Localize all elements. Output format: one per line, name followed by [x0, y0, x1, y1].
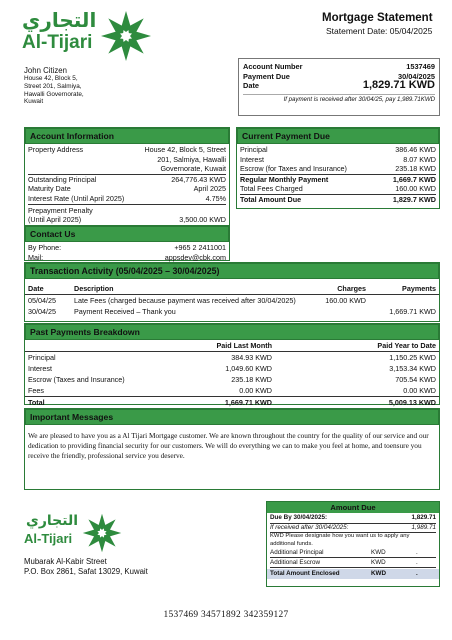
total-enclosed-input[interactable]: . [416, 570, 418, 577]
col-charges: Charges [337, 284, 366, 293]
additional-escrow-input[interactable]: . [416, 559, 418, 566]
payment-row [240, 195, 436, 205]
phone-value[interactable]: +965 2 2411001 [174, 243, 226, 252]
additional-escrow-label: Additional Escrow [270, 559, 321, 566]
table-row [25, 385, 439, 397]
maturity-date-label: Maturity Date [28, 184, 71, 194]
mail-label: Mail: [28, 252, 44, 262]
table-row [25, 363, 439, 374]
total-enclosed-label: Total Amount Enclosed [270, 570, 340, 577]
footer-pobox: P.O. Box 2861, Safat 13029, Kuwait [24, 567, 148, 576]
col-description: Description [74, 284, 114, 293]
statement-title: Mortgage Statement [322, 12, 433, 24]
payment-row-value: 235.18 KWD [395, 164, 436, 174]
payment-row-value: 1,829.7 KWD [392, 194, 436, 204]
pp-ytd: 5,009.13 KWD [388, 398, 436, 407]
tx-charges [313, 306, 369, 317]
transactions-title: Transaction Activity (05/04/2025 – 30/04/2025) [25, 263, 439, 279]
late-value: 1,989.71 [411, 523, 436, 531]
payment-row-value: 8.07 KWD [403, 154, 436, 164]
pp-label: Escrow (Taxes and Insurance) [28, 375, 125, 384]
pp-last-month: 1,669.71 KWD [224, 398, 272, 407]
payment-row-label: Escrow (for Taxes and Insurance) [240, 164, 347, 174]
outstanding-principal-label: Outstanding Principal [28, 174, 97, 184]
statement-date: Statement Date: 05/04/2025 [326, 26, 433, 36]
address-line: Street 201, Salmiya, [24, 82, 82, 90]
amount-due-title: Amount Due [267, 502, 439, 513]
property-address-line: House 42, Block 5, Street [144, 145, 226, 154]
brand-logo [22, 8, 162, 58]
tx-payments [369, 295, 439, 307]
additional-principal-input[interactable]: . [416, 549, 418, 556]
account-number-label: Account Number [243, 62, 303, 71]
payment-due-value: 30/04/2025 [398, 71, 435, 81]
tx-charges: 160.00 KWD [325, 296, 366, 305]
brand-arabic: التجاري [26, 513, 79, 529]
pp-ytd: 3,153.34 KWD [389, 364, 436, 373]
pp-ytd: 0.00 KWD [403, 386, 436, 395]
payment-row-label: Principal [240, 145, 268, 154]
col-paid-last-month: Paid Last Month [216, 341, 272, 350]
payment-row [240, 145, 436, 155]
address-line: Kuwait [24, 98, 44, 106]
payment-row-value: 1,669.7 KWD [392, 174, 436, 184]
amount-due-value: 1,829.71 KWD [362, 79, 435, 92]
col-date: Date [28, 284, 44, 293]
outstanding-principal-value: 264,776.43 KWD [171, 174, 226, 184]
past-payments-title: Past Payments Breakdown [25, 324, 439, 340]
property-address-line: 201, Salmiya, Hawalli [157, 154, 226, 164]
payment-row-label: Interest [240, 154, 264, 164]
micr-code-line: 1537469 34571892 342359127 [163, 610, 289, 620]
coupon-note: KWD Please designate how you want us to apply any additional funds. [270, 533, 410, 547]
pp-ytd: 705.54 KWD [395, 375, 436, 384]
payment-row [240, 184, 436, 195]
amount-due-coupon [266, 501, 440, 587]
footer-street: Mubarak Al-Kabir Street [24, 557, 107, 566]
messages-title: Important Messages [25, 409, 439, 425]
maturity-date-value: April 2025 [193, 184, 226, 194]
pp-label: Principal [28, 353, 56, 362]
interest-rate-label: Interest Rate (Until April 2025) [28, 193, 125, 203]
account-number-value: 1537469 [406, 62, 435, 71]
brand-latin: Al-Tijari [22, 32, 93, 53]
past-payments-panel [24, 323, 440, 405]
table-row [25, 397, 439, 409]
messages-panel [24, 408, 440, 490]
pp-label: Total [28, 398, 45, 407]
payment-row-value: 160.00 KWD [395, 184, 436, 194]
customer-name: John Citizen [24, 66, 67, 75]
payment-row-label: Regular Monthly Payment [240, 174, 329, 184]
phone-label: By Phone: [28, 243, 62, 252]
current-payment-title: Current Payment Due [237, 128, 439, 144]
due-by-label: Due By 30/04/2025: [270, 514, 328, 521]
late-label: If received after 30/04/2025: [270, 523, 349, 531]
pp-last-month: 235.18 KWD [231, 375, 272, 384]
additional-principal-label: Additional Principal [270, 549, 324, 556]
pp-label: Fees [28, 386, 44, 395]
brand-arabic: التجاري [22, 8, 97, 32]
payment-row [240, 155, 436, 165]
table-row [25, 352, 439, 364]
brand-latin: Al-Tijari [24, 531, 73, 546]
mail-value[interactable]: appsdev@cbk.com [164, 252, 226, 262]
prepayment-period: (Until April 2025) [28, 215, 82, 225]
payment-row-value: 386.46 KWD [395, 145, 436, 154]
due-by-value: 1,829.71 [411, 514, 436, 521]
date-label: Date [243, 81, 260, 91]
col-paid-ytd: Paid Year to Date [377, 341, 436, 350]
prepayment-penalty-label: Prepayment Penalty [28, 205, 93, 215]
currency-label: KWD [371, 570, 387, 577]
star-logo-icon [100, 10, 152, 62]
address-line: House 42, Block 5, [24, 75, 78, 82]
currency-label: KWD [371, 559, 386, 566]
pp-last-month: 0.00 KWD [239, 386, 272, 395]
address-line: Hawalli Governorate, [24, 90, 84, 98]
transactions-panel [24, 262, 440, 322]
property-address-line: Governorate, Kuwait [160, 164, 226, 174]
table-row [25, 295, 439, 307]
pp-last-month: 384.93 KWD [231, 353, 272, 362]
pp-ytd: 1,150.25 KWD [389, 353, 436, 362]
currency-label: KWD [371, 549, 386, 556]
property-address-label: Property Address [28, 145, 84, 154]
payment-row [240, 164, 436, 175]
pp-label: Interest [28, 364, 52, 373]
payment-row-label: Total Amount Due [240, 194, 302, 204]
contact-title: Contact Us [25, 226, 229, 242]
footer-logo [24, 513, 144, 553]
summary-box [238, 58, 440, 116]
payment-row-label: Total Fees Charged [240, 184, 303, 194]
current-payment-panel [236, 127, 440, 209]
col-payments: Payments [402, 284, 436, 293]
tx-description: Payment Received – Thank you [74, 307, 176, 316]
prepayment-penalty-value: 3,500.00 KWD [179, 215, 226, 225]
customer-address [24, 66, 144, 106]
account-info-title: Account Information [25, 128, 229, 144]
account-info-panel [24, 127, 230, 226]
table-row [25, 374, 439, 385]
payment-due-label: Payment Due [243, 71, 290, 81]
tx-date: 05/04/25 [28, 296, 56, 305]
interest-rate-value: 4.75% [205, 193, 226, 203]
messages-body: We are pleased to have you as a Al Tijari Mortgage customer. We are known throughout the country for the quality of our service and our dedication to providing financial security for our customers. We will do everything we can to make you feel at home, and toensure you receive the friendly, professional service you deserve. [28, 431, 429, 460]
star-logo-icon [82, 513, 122, 553]
tx-date: 30/04/25 [28, 307, 56, 316]
pp-last-month: 1,049.60 KWD [225, 364, 272, 373]
tx-payments: 1,669.71 KWD [389, 307, 436, 316]
payment-row [240, 175, 436, 185]
table-row [25, 306, 439, 317]
late-payment-note: If payment is received after 30/04/25, pay 1,989.71KWD [243, 94, 435, 103]
contact-panel [24, 225, 230, 261]
tx-description: Late Fees (charged because payment was received after 30/04/2025) [74, 296, 296, 305]
